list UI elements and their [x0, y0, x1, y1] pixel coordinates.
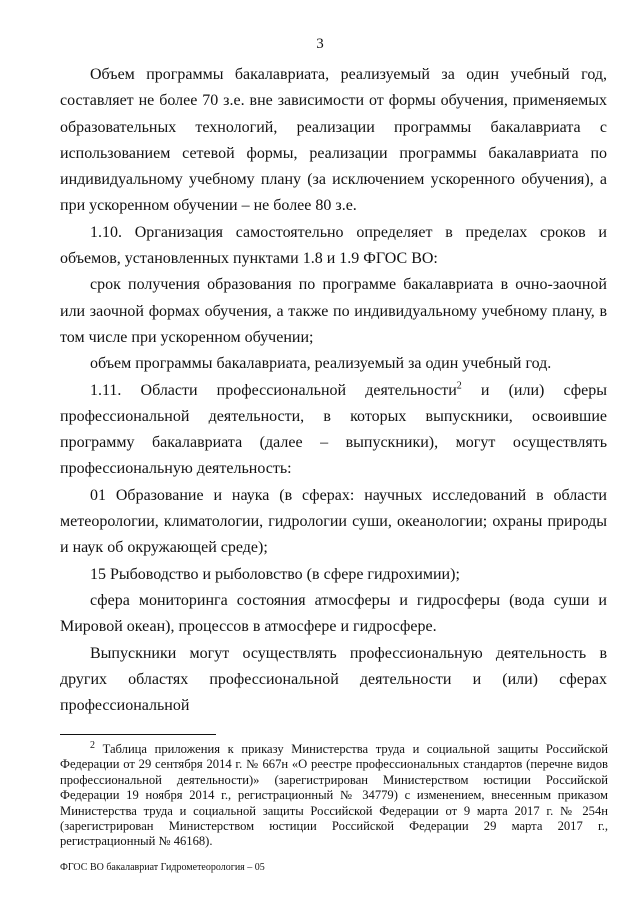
- paragraph-1-11-end: и (или) сферы профессиональной деятельности, в которых выпускники, освоившие программу бакалавриата (далее – выпускники), могут осуществлять профессиональную деятельность:: [60, 381, 607, 478]
- page-number: 3: [316, 36, 324, 52]
- paragraph-annual-volume: Объем программы бакалавриата, реализуемый за один учебный год, составляет не более 70 з.е. вне зависимости от формы обучения, применяемых образовательных технологий, реализации программы бакалавриата с использованием сетевой формы, реализации программы бакалавриата по индивидуальному учебному плану (за исключением ускоренного обучения), а при ускоренном обучении – не более 80 з.е.: [60, 66, 607, 215]
- paragraph-fishery: 15 Рыбоводство и рыболовство (в сфере гидрохимии);: [90, 565, 460, 583]
- paragraph-1-10: 1.10. Организация самостоятельно определяет в пределах сроков и объемов, установленных пунктами 1.8 и 1.9 ФГОС ВО:: [60, 223, 607, 268]
- paragraph-1-11-start: 1.11. Области профессиональной деятельности: [90, 381, 457, 399]
- paragraph-education-science: 01 Образование и наука (в сферах: научных исследований в области метеорологии, климатологии, гидрологии суши, океанологии; охраны природы и наук об окружающей среде);: [60, 486, 607, 557]
- paragraph-1-11: [60, 378, 607, 483]
- paragraph-other-areas: Выпускники могут осуществлять профессиональную деятельность в других областях профессиональной деятельности и (или) сферах профессиональной: [60, 644, 607, 715]
- footnote: [60, 739, 608, 850]
- footnote-marker: 2: [90, 739, 95, 751]
- paragraph-annual-program-volume: объем программы бакалавриата, реализуемый за один учебный год.: [90, 355, 552, 373]
- paragraph-study-term: срок получения образования по программе бакалавриата в очно-заочной или заочной формах обучения, а также по индивидуальному учебному плану, в том числе при ускоренном обучении;: [60, 276, 607, 346]
- footnote-divider: [60, 734, 216, 735]
- body-text: [60, 62, 607, 719]
- document-footer: ФГОС ВО бакалавриат Гидрометеорология – 05: [60, 862, 265, 873]
- footnote-text: Таблица приложения к приказу Министерства труда и социальной защиты Российской Федерации от 29 сентября 2014 г. № 667н «О реестре профессиональных стандартов (перечне видов профессиональной деятельности)» (зарегистрирован Министерством юстиции Российской Федерации 19 ноября 2014 г., регистрационный № 34779) с изменением, внесенным приказом Министерства труда и социальной защиты Российской Федерации от 9 марта 2017 г. № 254н (зарегистрирован Министерством юстиции Российской Федерации 29 марта 2017 г., регистрационный № 46168).: [60, 742, 608, 849]
- paragraph-monitoring-sphere: сфера мониторинга состояния атмосферы и гидросферы (вода суши и Мировой океан), процессов в атмосфере и гидросфере.: [60, 591, 607, 636]
- footnote-reference[interactable]: 2: [456, 380, 462, 392]
